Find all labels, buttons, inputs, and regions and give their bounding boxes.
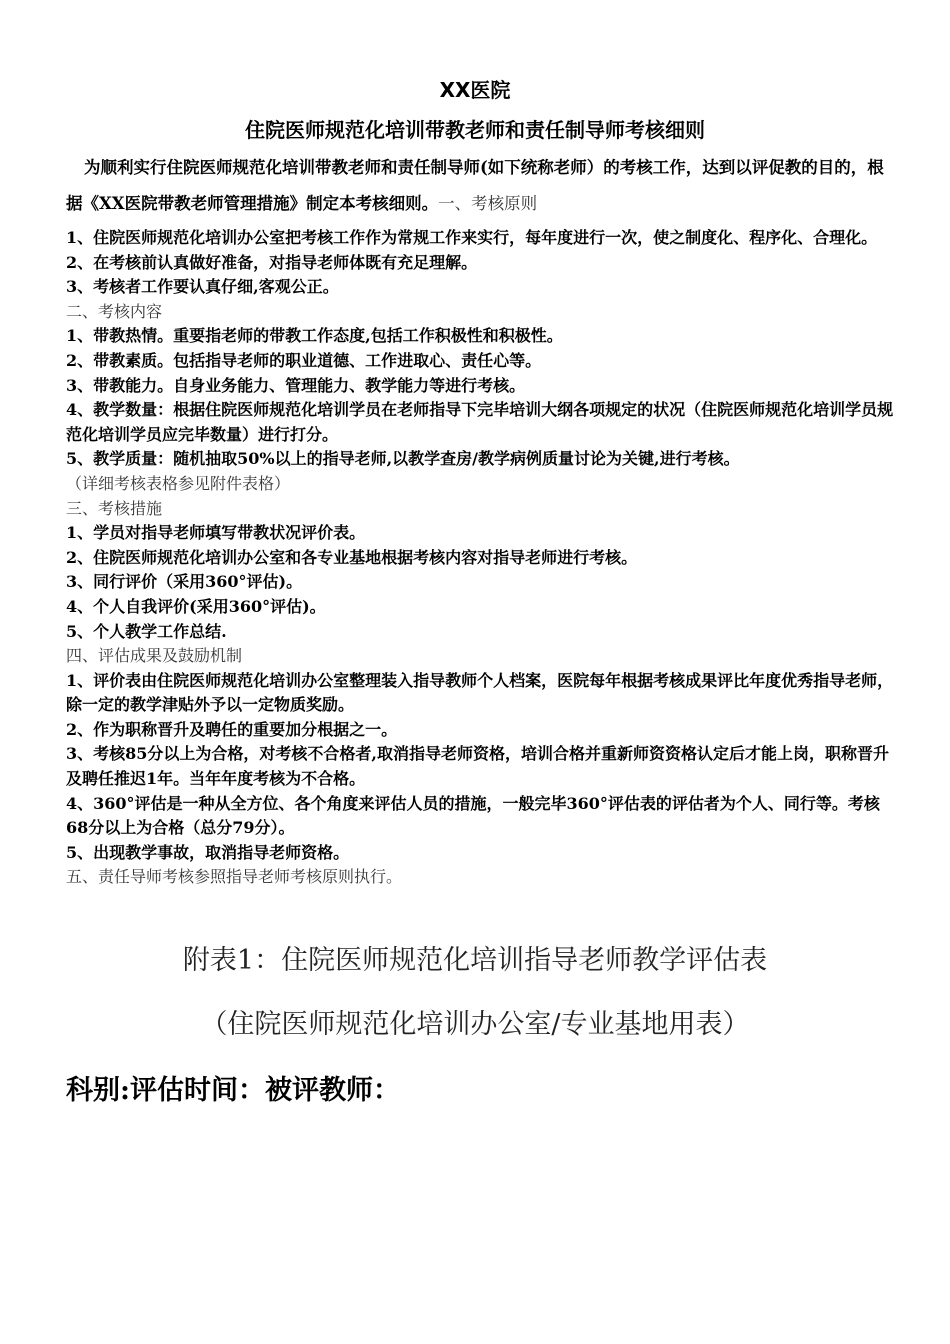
intro-paragraph [66, 150, 896, 222]
list-item: 5、出现教学事故，取消指导老师资格。 [66, 842, 350, 862]
annex-title: 附表1：住院医师规范化培训指导老师教学评估表 [182, 945, 768, 976]
list-item: 2、住院医师规范化培训办公室和各专业基地根据考核内容对指导老师进行考核。 [66, 547, 638, 567]
list-item: 1、住院医师规范化培训办公室把考核工作作为常规工作来实行，每年度进行一次，使之制度化、程序化、合理化。 [66, 228, 878, 247]
document-title: 住院医师规范化培训带教老师和责任制导师考核细则 [245, 118, 705, 142]
list-item: 1、评价表由住院医师规范化培训办公室整理装入指导教师个人档案，医院每年根据考核成果评比年度优秀指导老师，除一定的教学津贴外予以一定物质奖励。 [66, 670, 894, 715]
hospital-name: XX医院 [439, 78, 511, 102]
list-item: 2、带教素质。包括指导老师的职业道德、工作进取心、责任心等。 [66, 350, 542, 370]
list-item: 4、个人自我评价(采用360°评估)。 [66, 596, 326, 616]
section-heading-principles: 一、考核原则 [438, 194, 538, 213]
list-item: 5、个人教学工作总结. [66, 621, 227, 641]
list-item: 4、教学数量：根据住院医师规范化培训学员在老师指导下完毕培训大纲各项规定的状况（住院医师规范化培训学员规范化培训学员应完毕数量）进行打分。 [66, 400, 894, 444]
list-item: 2、在考核前认真做好准备，对指导老师体既有充足理解。 [66, 252, 478, 272]
intro-text: 为顺利实行住院医师规范化培训带教老师和责任制导师(如下统称老师）的考核工作，达到以评促教的目的，根据《XX医院带教老师管理措施》制定本考核细则。 [66, 158, 884, 213]
list-item: 1、学员对指导老师填写带教状况评价表。 [66, 523, 366, 543]
list-item: 3、带教能力。自身业务能力、管理能力、教学能力等进行考核。 [66, 375, 526, 395]
document-body [66, 226, 896, 890]
list-item: 2、作为职称晋升及聘任的重要加分根据之一。 [66, 719, 398, 739]
section-heading: 二、考核内容 [66, 301, 163, 321]
list-item: 4、360°评估是一种从全方位、各个角度来评估人员的措施，一般完毕360°评估表的评估者为个人、同行等。考核68分以上为合格（总分79分）。 [66, 793, 880, 838]
list-item: 1、带教热情。重要指老师的带教工作态度,包括工作积极性和积极性。 [66, 326, 563, 346]
section-heading: 五、责任导师考核参照指导老师考核原则执行。 [66, 867, 403, 887]
form-fields-line: 科别:评估时间：被评教师： [66, 1075, 400, 1106]
list-item: 3、考核85分以上为合格，对考核不合格者,取消指导老师资格，培训合格并重新师资资格认定后才能上岗，职称晋升及聘任推迟1年。当年年度考核为不合格。 [66, 744, 889, 789]
annex-subtitle: （住院医师规范化培训办公室/专业基地用表） [200, 1009, 750, 1040]
section-heading: 四、评估成果及鼓励机制 [66, 646, 243, 666]
list-item: 3、同行评价（采用360°评估)。 [66, 572, 303, 592]
list-item: 3、考核者工作要认真仔细,客观公正。 [66, 277, 339, 297]
section-heading: 三、考核措施 [66, 498, 163, 518]
list-item: 5、教学质量：随机抽取50%以上的指导老师,以教学查房/教学病例质量讨论为关键,进行考核。 [66, 449, 740, 469]
section-heading: （详细考核表格参见附件表格） [66, 473, 291, 493]
